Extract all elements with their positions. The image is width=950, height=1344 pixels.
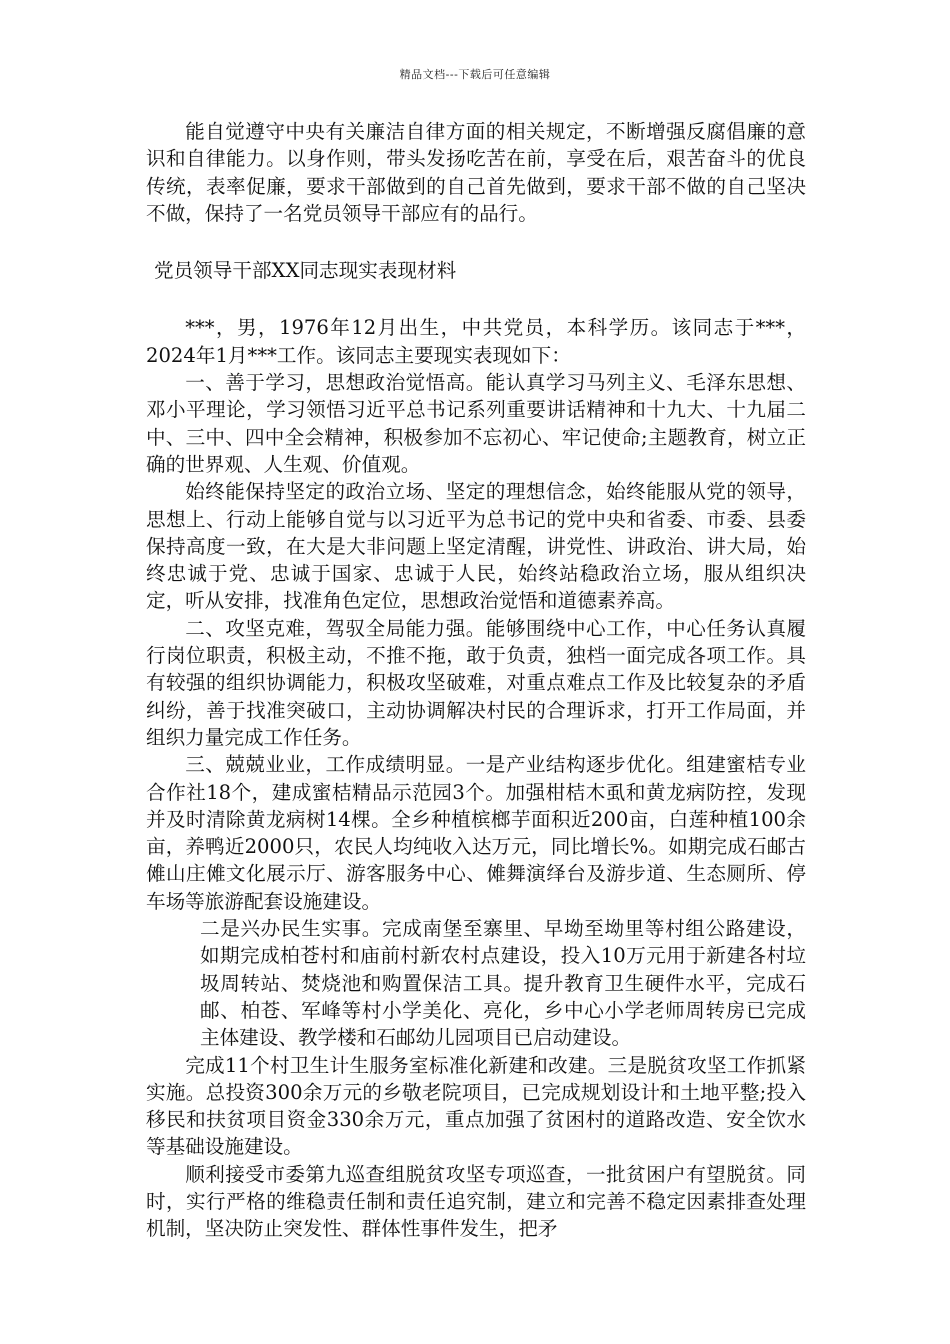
paragraph-study: 一、善于学习，思想政治觉悟高。能认真学习马列主义、毛泽东思想、邓小平理论，学习领悟习近平总书记系列重要讲话精神和十九大、十九届二中、三中、四中全会精神，积极参加不忘初心、牢记使命;主题教育，树立正确的世界观、人生观、价值观。: [146, 371, 806, 476]
paragraph-integrity: 能自觉遵守中央有关廉洁自律方面的相关规定，不断增强反腐倡廉的意识和自律能力。以身作则，带头发扬吃苦在前，享受在后，艰苦奋斗的优良传统，表率促廉，要求干部做到的自己首先做到，要求干部不做的自己坚决不做，保持了一名党员领导干部应有的品行。: [146, 120, 806, 225]
paragraph-profile: ***，男，1976年12月出生，中共党员，本科学历。该同志于***，2024年1月***工作。该同志主要现实表现如下：: [146, 316, 806, 367]
paragraph-livelihood: 二是兴办民生实事。完成南堡至寨里、早坳至坳里等村组公路建设，如期完成柏苍村和庙前村新农村点建设，投入10万元用于新建各村垃圾周转站、焚烧池和购置保洁工具。提升教育卫生硬件水平，完成石邮、柏苍、军峰等村小学美化、亮化，乡中心小学老师周转房已完成主体建设、教学楼和石邮幼儿园项目已启动建设。: [200, 917, 806, 1050]
page-header: 精品文档---下载后可任意编辑: [399, 68, 551, 81]
document-body: [146, 118, 806, 1243]
paragraph-achievements: 三、兢兢业业，工作成绩明显。一是产业结构逐步优化。组建蜜桔专业合作社18个，建成蜜桔精品示范园3个。加强柑桔木虱和黄龙病防控，发现并及时清除黄龙病树14棵。全乡种植槟榔芋面积近200亩，白莲种植100余亩，养鸭近2000只，农民人均纯收入达万元，同比增长%。如期完成石邮古傩山庄傩文化展示厅、游客服务中心、傩舞演绎台及游步道、生态厕所、停车场等旅游配套设施建设。: [146, 753, 806, 913]
paragraph-political-stance: 始终能保持坚定的政治立场、坚定的理想信念，始终能服从党的领导，思想上、行动上能够自觉与以习近平为总书记的党中央和省委、市委、县委保持高度一致，在大是大非问题上坚定清醒，讲党性、讲政治、讲大局，始终忠诚于党、忠诚于国家、忠诚于人民，始终站稳政治立场，服从组织决定，听从安排，找准角色定位，思想政治觉悟和道德素养高。: [146, 480, 806, 613]
paragraph-health-poverty: 完成11个村卫生计生服务室标准化新建和改建。三是脱贫攻坚工作抓紧实施。总投资300余万元的乡敬老院项目，已完成规划设计和土地平整;投入移民和扶贫项目资金330余万元，重点加强了贫困村的道路改造、安全饮水等基础设施建设。: [146, 1053, 806, 1159]
paragraph-inspection: 顺利接受市委第九巡查组脱贫攻坚专项巡查，一批贫困户有望脱贫。同时，实行严格的维稳责任制和责任追究制，建立和完善不稳定因素排查处理机制，坚决防止突发性、群体性事件发生，把矛: [146, 1162, 806, 1241]
document-title: 党员领导干部XX同志现实表现材料: [154, 259, 457, 283]
paragraph-leadership: 二、攻坚克难，驾驭全局能力强。能够围绕中心工作，中心任务认真履行岗位职责，积极主动，不推不拖，敢于负责，独档一面完成各项工作。具有较强的组织协调能力，积极攻坚破难，对重点难点工作及比较复杂的矛盾纠纷，善于找准突破口，主动协调解决村民的合理诉求，打开工作局面，并组织力量完成工作任务。: [146, 616, 806, 749]
